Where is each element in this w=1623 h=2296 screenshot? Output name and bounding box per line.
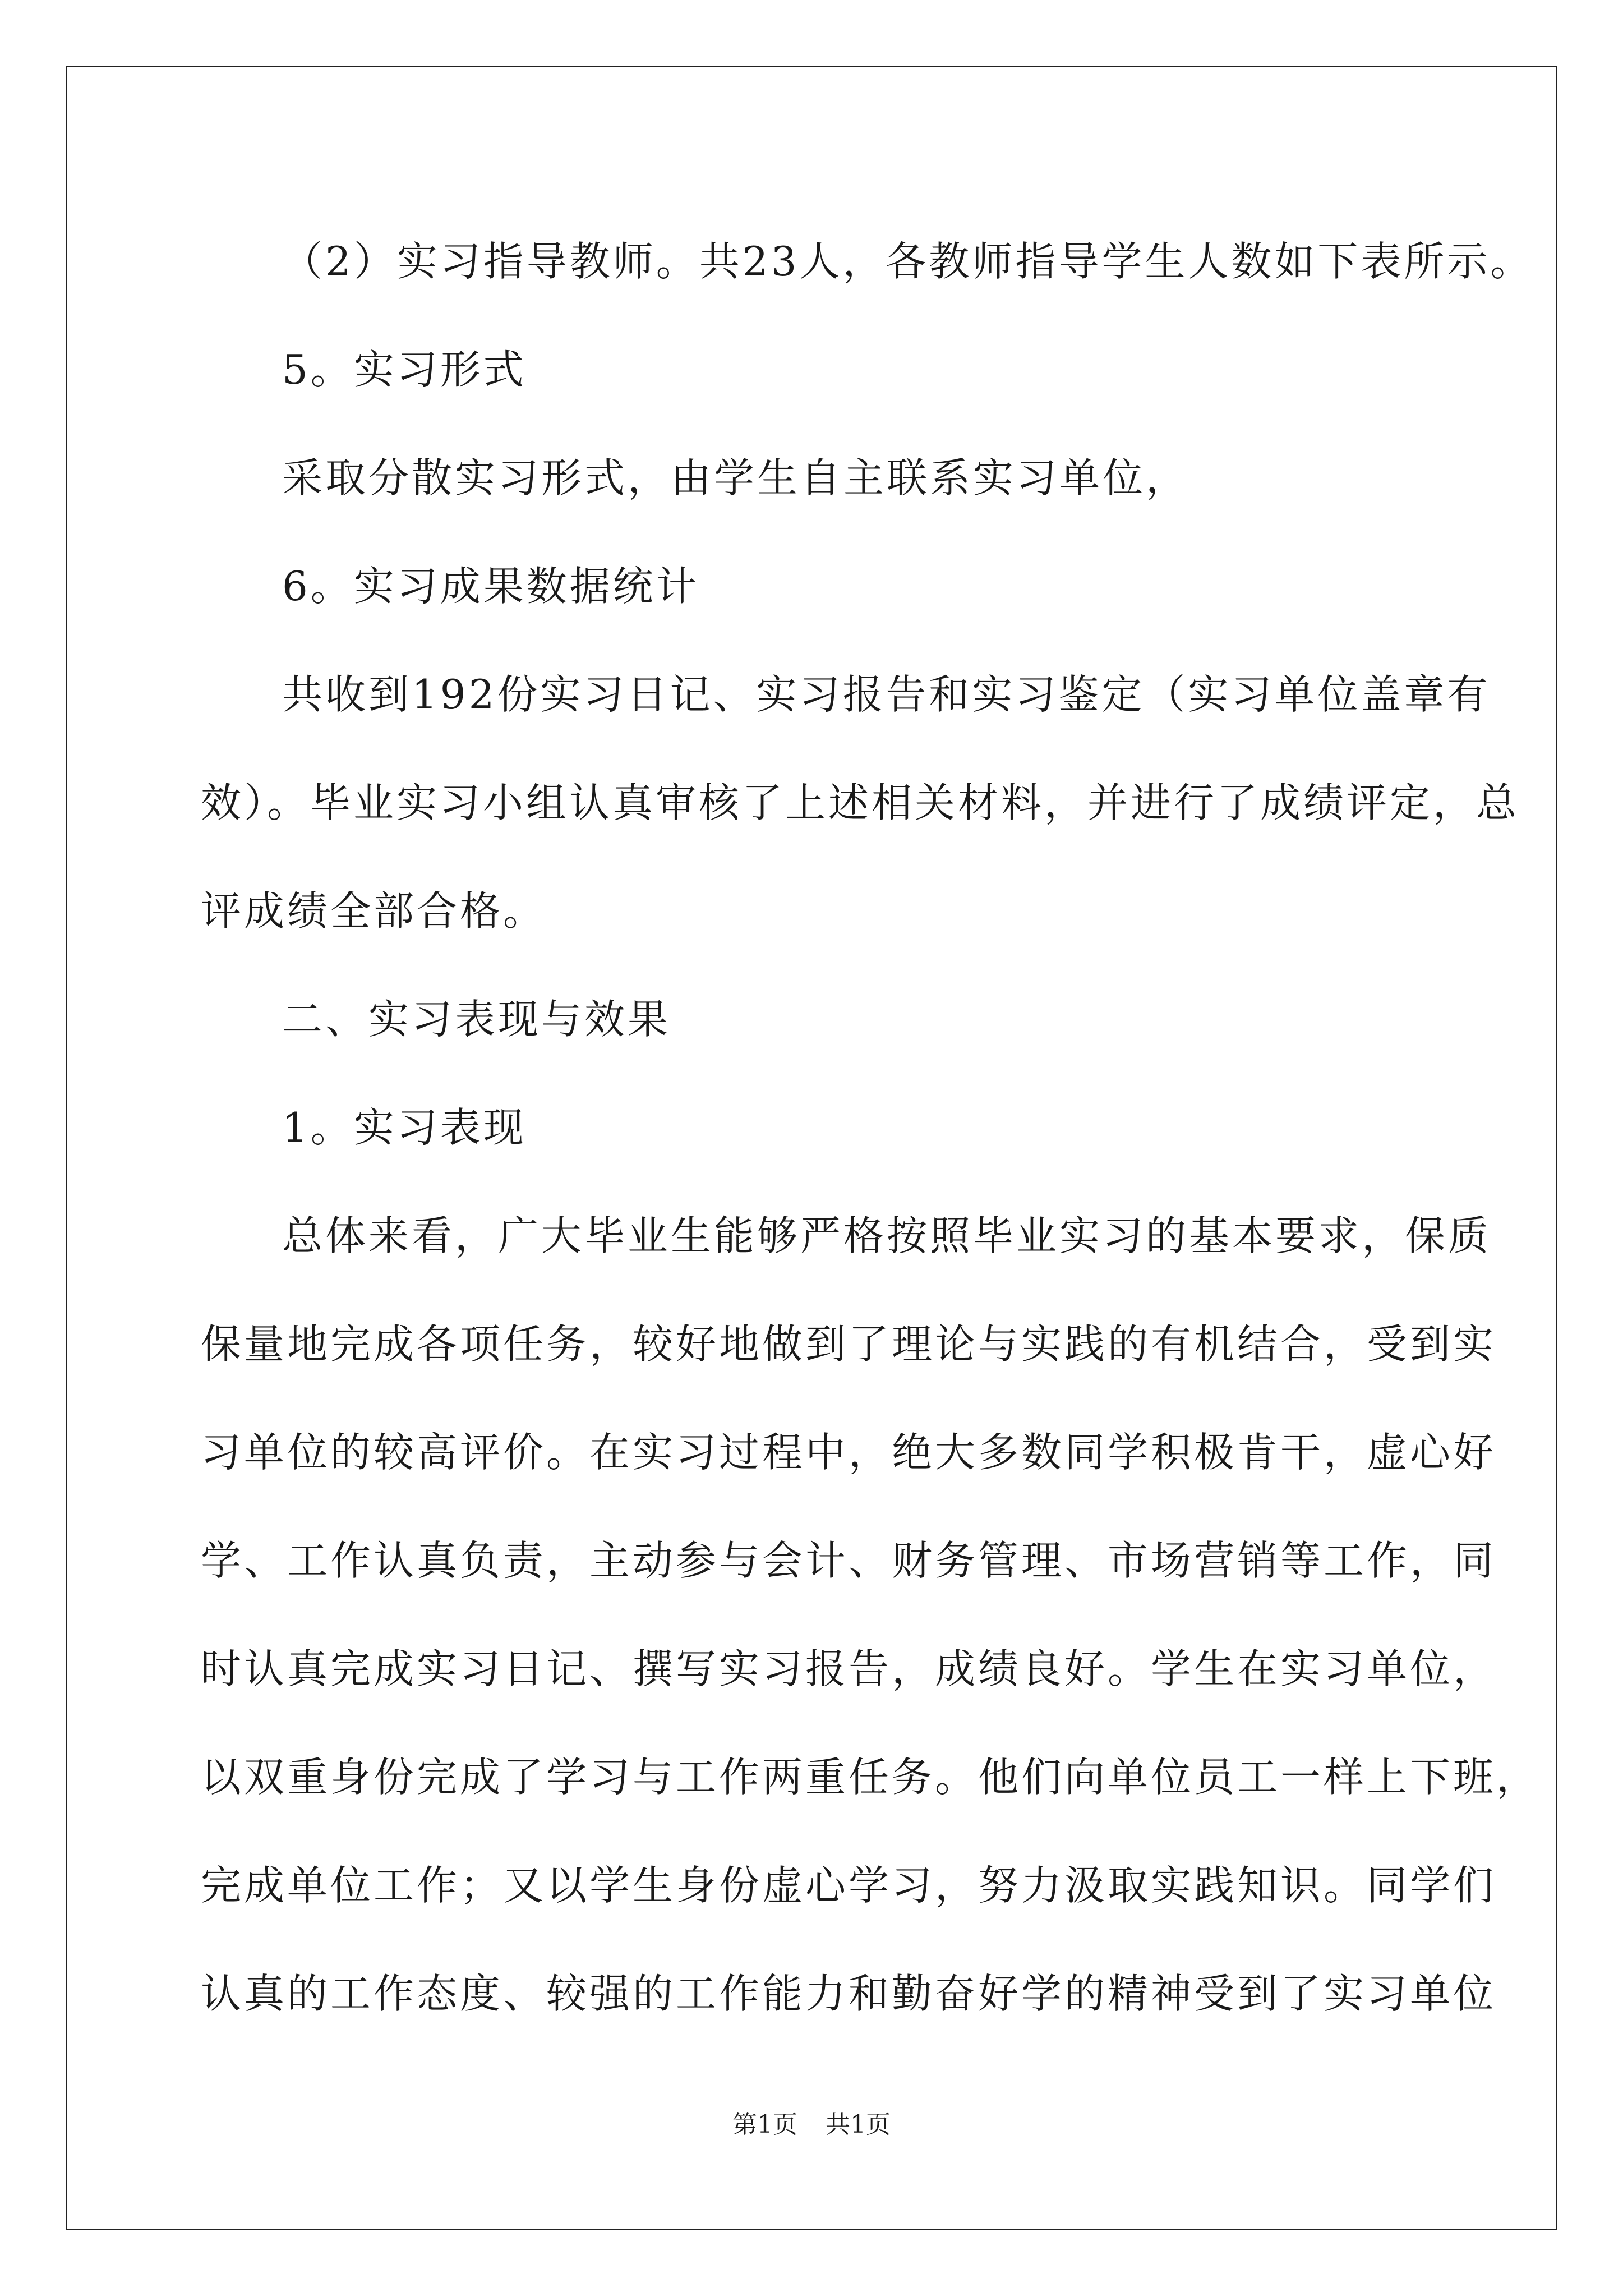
text-line-5: 共收到192份实习日记、实习报告和实习鉴定（实习单位盖章有: [282, 671, 1491, 718]
text-line-7: 评成绩全部合格。: [201, 887, 547, 935]
document-body: [201, 208, 1540, 2048]
text-line-17: 认真的工作态度、较强的工作能力和勤奋好学的精神受到了实习单位: [201, 1970, 1497, 2017]
text-line-11: 保量地完成各项任务，较好地做到了理论与实践的有机结合，受到实: [201, 1320, 1497, 1368]
page-total: 共1页: [826, 2110, 891, 2139]
text-line-8: 二、实习表现与效果: [282, 996, 671, 1043]
text-line-6: 效）。毕业实习小组认真审核了上述相关材料，并进行了成绩评定，总: [201, 779, 1520, 826]
text-line-13: 学、工作认真负责，主动参与会计、财务管理、市场营销等工作，同: [201, 1537, 1497, 1584]
text-line-2: 5。实习形式: [282, 346, 527, 393]
text-line-1: （2）实习指导教师。共23人，各教师指导学生人数如下表所示。: [282, 238, 1534, 285]
text-line-16: 完成单位工作；又以学生身份虚心学习，努力汲取实践知识。同学们: [201, 1862, 1497, 1909]
page-number: 第1页: [732, 2110, 797, 2139]
text-line-12: 习单位的较高评价。在实习过程中，绝大多数同学积极肯干，虚心好: [201, 1429, 1497, 1476]
text-line-9: 1。实习表现: [282, 1104, 527, 1151]
page-footer: [0, 2108, 1623, 2142]
text-line-3: 采取分散实习形式，由学生自主联系实习单位，: [282, 454, 1189, 501]
text-line-10: 总体来看，广大毕业生能够严格按照毕业实习的基本要求，保质: [282, 1212, 1492, 1259]
text-line-4: 6。实习成果数据统计: [282, 563, 699, 610]
text-line-15: 以双重身份完成了学习与工作两重任务。他们向单位员工一样上下班，: [201, 1754, 1540, 1801]
text-line-14: 时认真完成实习日记、撰写实习报告，成绩良好。学生在实习单位，: [201, 1645, 1497, 1692]
